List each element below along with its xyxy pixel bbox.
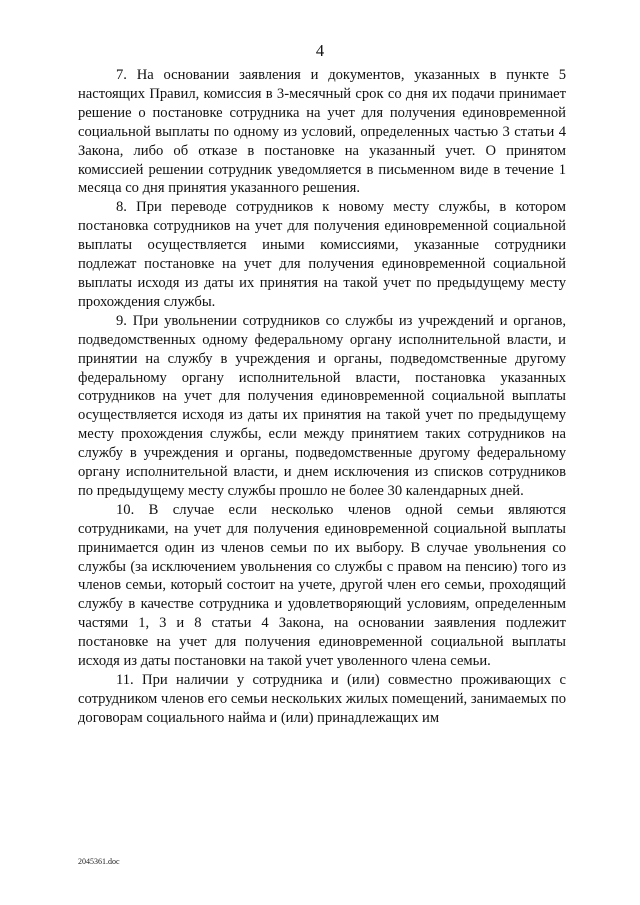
page-number: 4 (315, 41, 325, 60)
paragraph-8: 8. При переводе сотрудников к новому месту службы, в котором постановка сотрудников на учет для получения единовременной социальной выплаты осуществляется иными комиссиями, указанные сотрудники подлежат постановке на учет для получения единовременной социальной выплаты исходя из даты их принятия на такой учет по предыдущему месту прохождения службы. (78, 199, 566, 310)
paragraph-7: 7. На основании заявления и документов, указанных в пункте 5 настоящих Правил, комиссия в 3-месячный срок со дня их подачи принимает решение о постановке сотрудника на учет для получения единовременной социальной выплаты по одному из условий, определенных частью 3 статьи 4 Закона, либо об отказе в постановке на указанный учет. О принятом комиссией решении сотрудник уведомляется в письменном виде в течение 1 месяца со дня принятия указанного решения. (78, 67, 566, 197)
file-name-footer: 2045361.doc (78, 857, 120, 866)
paragraph-10: 10. В случае если несколько членов одной семьи являются сотрудниками, на учет для получения единовременной социальной выплаты принимается один из членов семьи по их выбору. В случае увольнения со службы (за исключением увольнения со службы с правом на пенсию) того из членов семьи, который состоит на учете, другой член его семьи, проходящий службу в качестве сотрудника и удовлетворяющий условиям, определенным частями 1, 3 и 8 статьи 4 Закона, на основании заявления подлежит постановке на учет для получения единовременной социальной выплаты исходя из даты постановки на такой учет уволенного члена семьи. (78, 501, 566, 670)
paragraph-9: 9. При увольнении сотрудников со службы из учреждений и органов, подведомственных одному федеральному органу исполнительной власти, и принятии на службу в учреждения и органы, подведомственные другому федеральному органу исполнительной власти, постановка указанных сотрудников на учет для получения единовременной социальной выплаты осуществляется исходя из даты их принятия на такой учет по предыдущему месту прохождения службы, если между принятием таких сотрудников на службу в учреждения и органы, подведомственные другому федеральному органу исполнительной власти, и днем исключения из списков сотрудников по предыдущему месту службы прошло не более 30 календарных дней. (78, 312, 566, 499)
paragraph-11: 11. При наличии у сотрудника и (или) совместно проживающих с сотрудником членов его семьи нескольких жилых помещений, занимаемых по договорам социального найма и (или) принадлежащих им (78, 672, 566, 726)
document-body (78, 66, 566, 728)
